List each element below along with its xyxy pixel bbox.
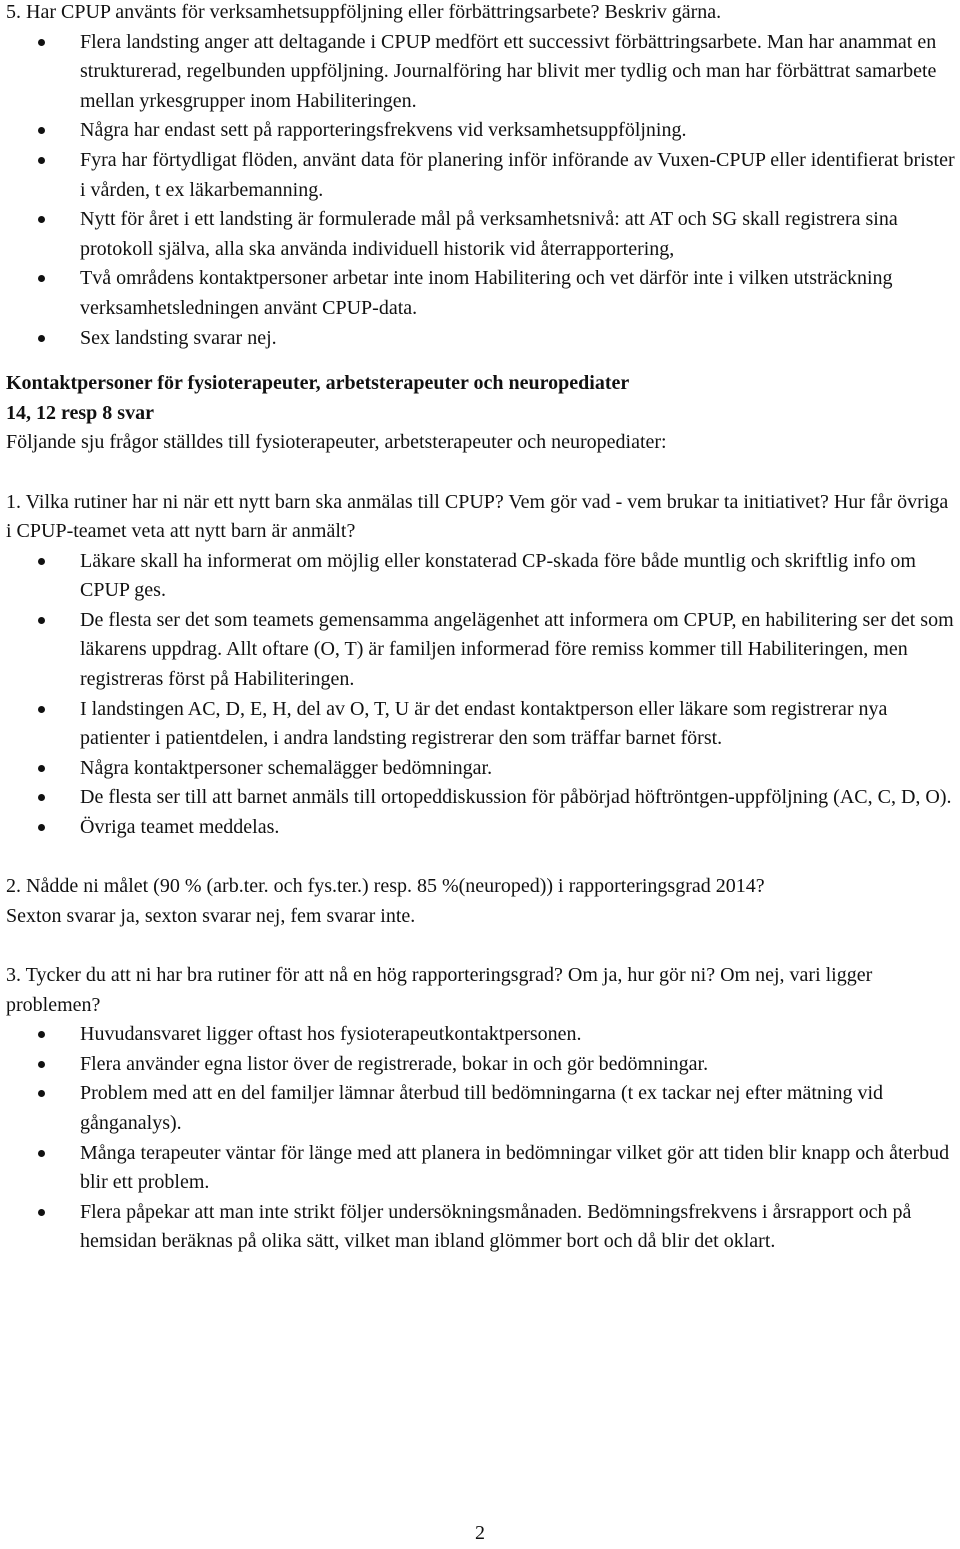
question-5-title: 5. Har CPUP använts för verksamhetsuppföljning eller förbättringsarbete? Beskriv gärna. <box>6 1 722 23</box>
spacer <box>6 843 956 873</box>
list-item: Några kontaktpersoner schemalägger bedömningar. <box>6 754 956 784</box>
list-item: Sex landsting svarar nej. <box>6 324 956 354</box>
list-item: Två områdens kontaktpersoner arbetar inte inom Habilitering och vet därför inte i vilken utsträckning verksamhetsledningen använt CPUP-data. <box>6 264 956 323</box>
list-item: Problem med att en del familjer lämnar återbud till bedömningarna (t ex tackar nej efter mätning vid gånganalys). <box>6 1079 956 1138</box>
list-item: Flera påpekar att man inte strikt följer undersökningsmånaden. Bedömningsfrekvens i årsrapport och på hemsidan beräknas på olika sätt, vilket man ibland glömmer bort och då blir det oklart. <box>6 1198 956 1257</box>
list-item: Några har endast sett på rapporteringsfrekvens vid verksamhetsuppföljning. <box>6 116 956 146</box>
question-1-title: 1. Vilka rutiner har ni när ett nytt barn ska anmälas till CPUP? Vem gör vad - vem brukar ta initiativet? Hur får övriga i CPUP-teamet veta att nytt barn är anmält? <box>6 490 949 543</box>
section-subheading: 14, 12 resp 8 svar <box>6 401 154 424</box>
list-item: De flesta ser det som teamets gemensamma angelägenhet att informera om CPUP, en habilitering ser det som läkarens uppdrag. Allt oftare (O, T) är familjen informerad före remiss kommer till Habiliteringen, men registreras först på Habiliteringen. <box>6 606 956 695</box>
list-item: Övriga teamet meddelas. <box>6 813 956 843</box>
list-item: Flera använder egna listor över de registrerade, bokar in och gör bedömningar. <box>6 1050 956 1080</box>
question-5-list <box>6 28 956 354</box>
page-number: 2 <box>475 1522 485 1544</box>
list-item: Fyra har förtydligat flöden, använt data för planering inför införande av Vuxen-CPUP eller identifierat brister i vården, t ex läkarbemanning. <box>6 146 956 205</box>
question-3-title: 3. Tycker du att ni har bra rutiner för att nå en hög rapporteringsgrad? Om ja, hur gör ni? Om nej, vari ligger problemen? <box>6 964 873 1016</box>
document-page <box>6 0 956 1257</box>
list-item: Flera landsting anger att deltagande i CPUP medfört ett successivt förbättringsarbete. Man har anammat en strukturerad, regelbunden uppföljning. Journalföring har blivit mer tydlig och man har förbättrat samarbete mellan yrkesgrupper inom Habiliteringen. <box>6 28 956 117</box>
list-item: Läkare skall ha informerat om möjlig eller konstaterad CP-skada före både muntlig och skriftlig info om CPUP ges. <box>6 547 956 606</box>
list-item: Nytt för året i ett landsting är formulerade mål på verksamhetsnivå: att AT och SG skall registrera sina protokoll själva, alla ska använda individuell historik vid återrapportering, <box>6 205 956 264</box>
spacer <box>6 458 956 488</box>
question-3-list <box>6 1020 956 1257</box>
list-item: Många terapeuter väntar för länge med att planera in bedömningar vilket gör att tiden blir knapp och återbud blir ett problem. <box>6 1139 956 1198</box>
section-heading: Kontaktpersoner för fysioterapeuter, arbetsterapeuter och neuropediater <box>6 372 630 395</box>
list-item: De flesta ser till att barnet anmäls till ortopeddiskussion för påbörjad höftröntgen-uppföljning (AC, C, D, O). <box>6 783 956 813</box>
spacer <box>6 931 956 961</box>
section-intro: Följande sju frågor ställdes till fysioterapeuter, arbetsterapeuter och neuropediater: <box>6 431 667 454</box>
list-item: I landstingen AC, D, E, H, del av O, T, U är det endast kontaktperson eller läkare som registrerar nya patienter i patientdelen, i andra landsting registrerar den som träffar barnet först. <box>6 695 956 754</box>
list-item: Huvudansvaret ligger oftast hos fysioterapeutkontaktpersonen. <box>6 1020 956 1050</box>
question-2-title: 2. Nådde ni målet (90 % (arb.ter. och fys.ter.) resp. 85 %(neuroped)) i rapporteringsgrad 2014? <box>6 875 765 898</box>
question-2-answer: Sexton svarar ja, sexton svarar nej, fem svarar inte. <box>6 904 416 927</box>
question-1-list <box>6 547 956 843</box>
